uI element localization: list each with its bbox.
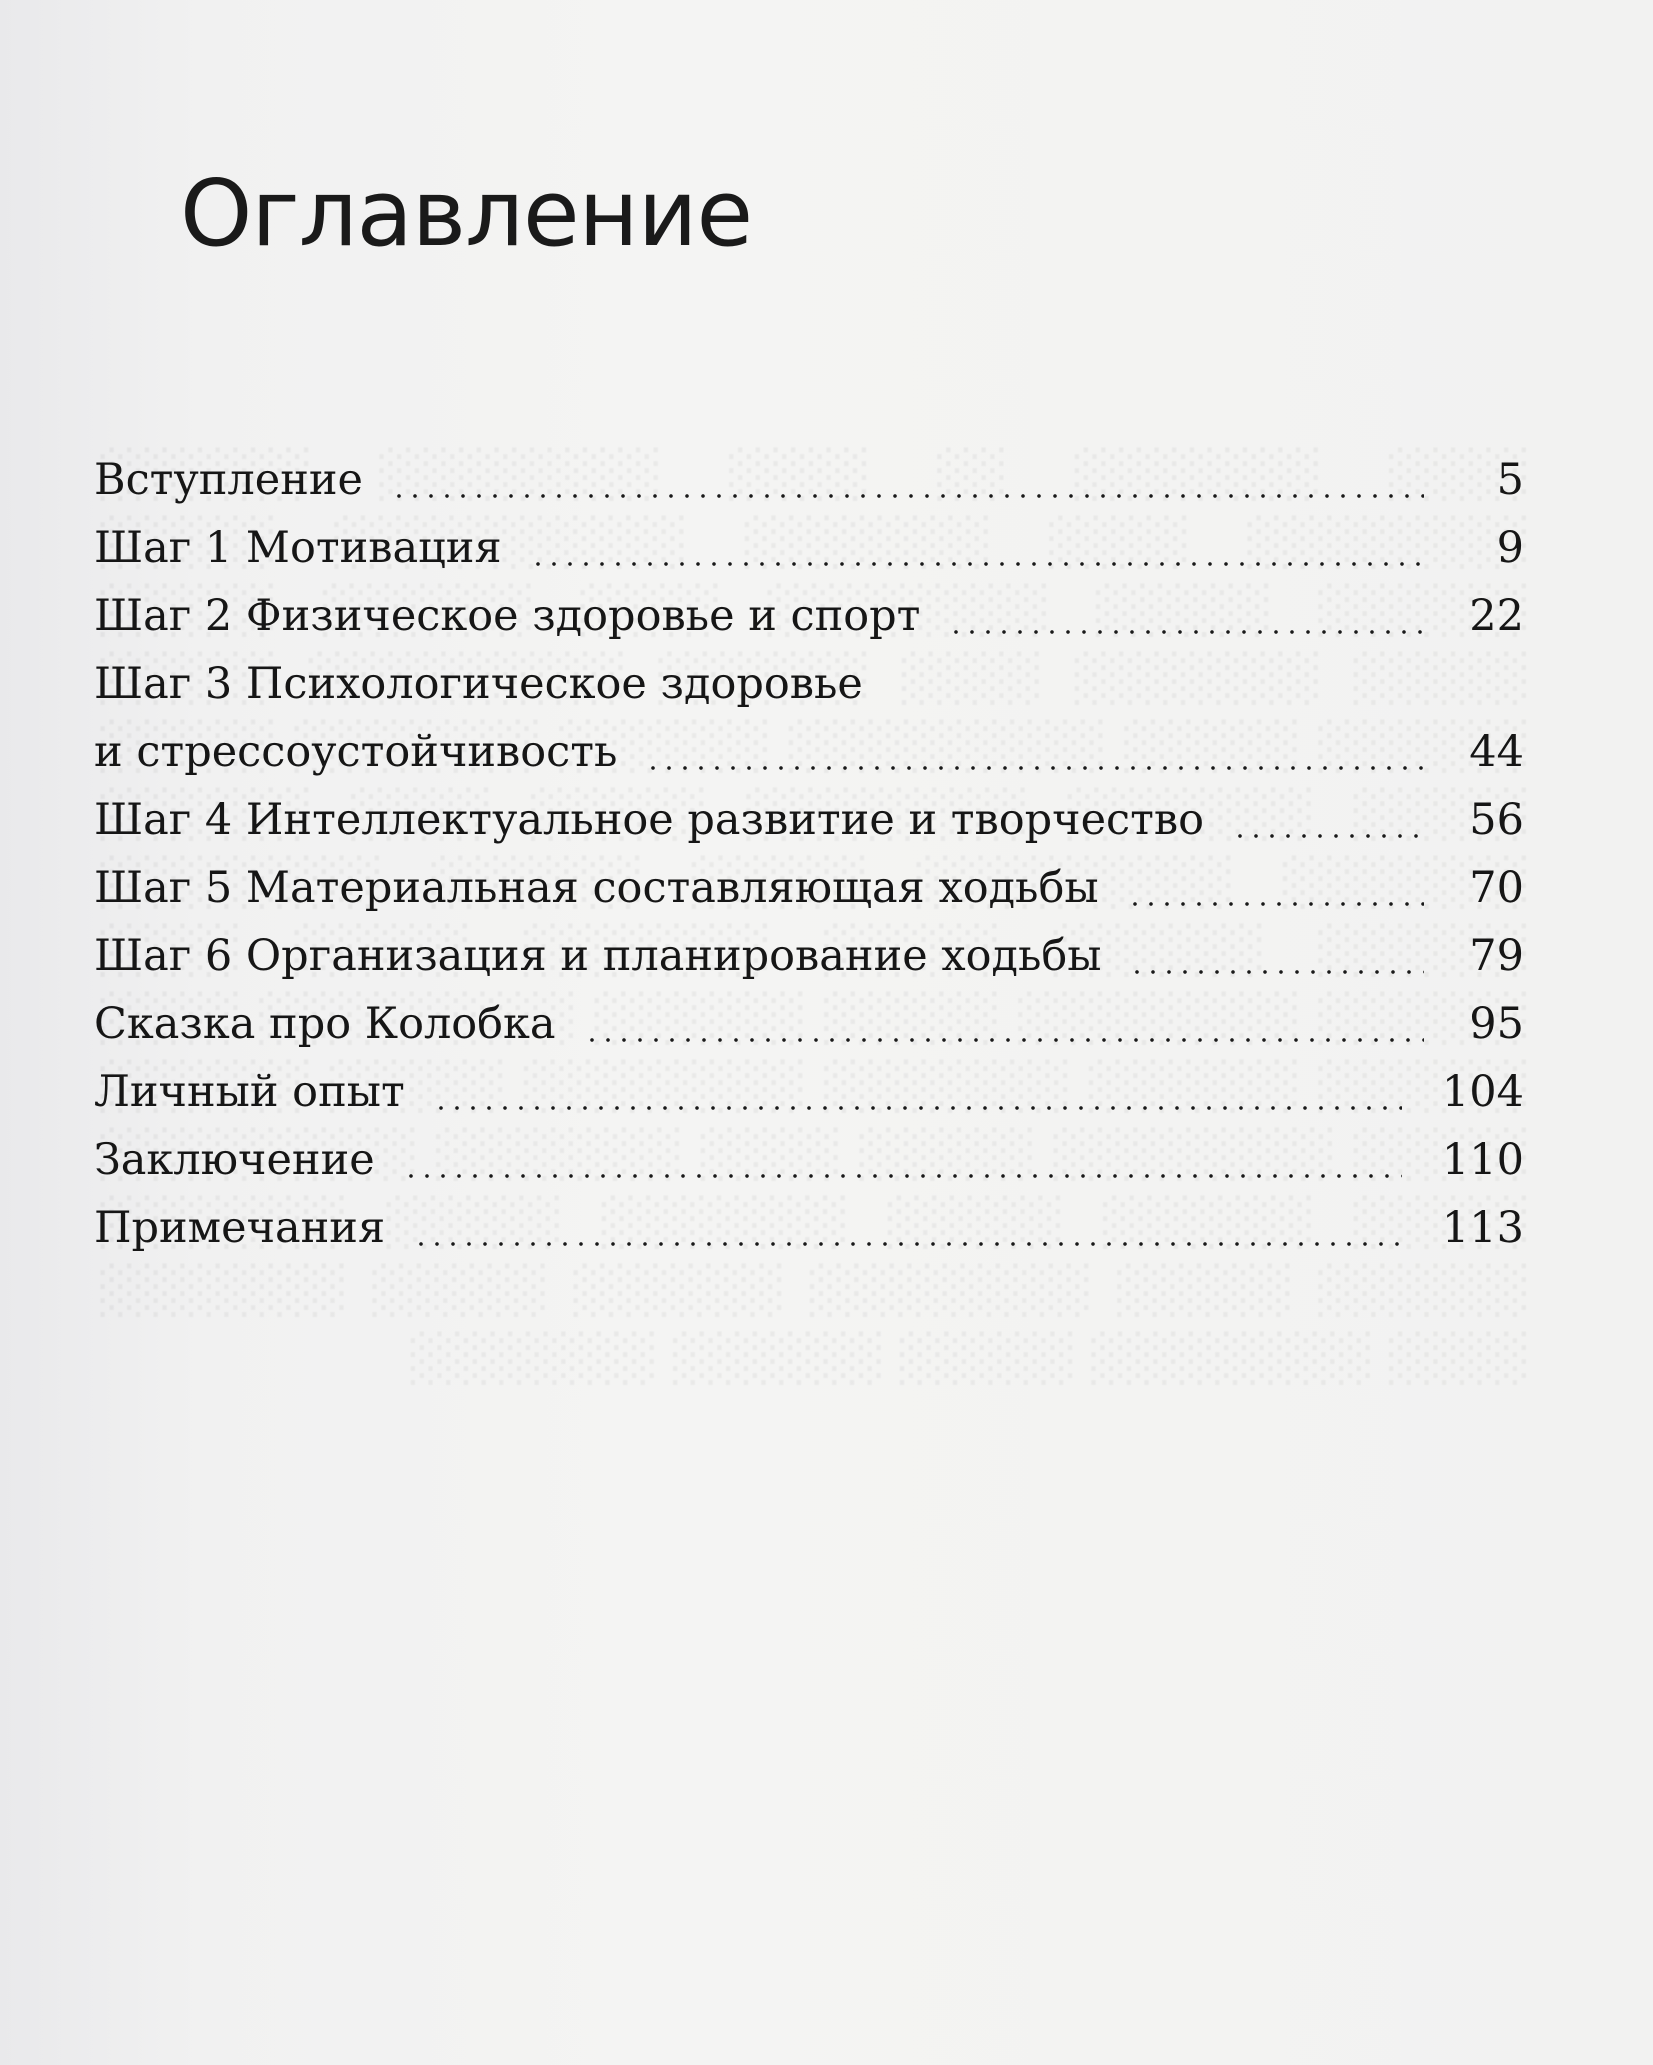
toc-entry-page: 95 [1469,999,1524,1049]
dot-leader [1127,902,1424,906]
toc-entry[interactable] [94,786,1524,854]
toc-entry-title: Сказка про Колобка [94,999,556,1049]
toc-entry-title-line1: Шаг 3 Психологическое здоровье [94,659,863,709]
toc-entry-page: 5 [1496,455,1524,505]
toc-entry[interactable] [94,582,1524,650]
toc-entry-page: 9 [1496,523,1524,573]
toc-entry-title: Заключение [94,1135,375,1185]
dot-leader [1232,834,1424,838]
toc-entry[interactable] [94,1058,1524,1126]
toc-entry[interactable] [94,446,1524,514]
toc-entry-page: 56 [1469,795,1524,845]
dot-leader [433,1106,1402,1110]
dot-leader [413,1242,1402,1246]
toc-entry-title: Шаг 5 Материальная составляющая ходьбы [94,863,1099,913]
dot-leader [1129,970,1424,974]
toc-entry[interactable] [94,650,1524,786]
toc-entry-page: 104 [1441,1067,1524,1117]
toc-entry[interactable] [94,922,1524,990]
toc-entry-page: 113 [1441,1203,1524,1253]
toc-entry-title: Шаг 2 Физическое здоровье и спорт [94,591,921,641]
toc-entry[interactable] [94,990,1524,1058]
toc-entry[interactable] [94,514,1524,582]
toc-entry-page: 22 [1469,591,1524,641]
dot-leader [391,494,1424,498]
dot-leader [645,766,1424,770]
page-title: Оглавление [180,160,753,267]
dot-leader [948,630,1424,634]
dot-leader [530,562,1424,566]
toc-entry-title: Примечания [94,1203,386,1253]
toc-entry[interactable] [94,854,1524,922]
toc-entry-title: Личный опыт [94,1067,405,1117]
dot-leader [584,1038,1424,1042]
toc-entry-title: Шаг 4 Интеллектуальное развитие и творчество [94,795,1205,845]
table-of-contents [94,446,1524,1262]
toc-entry-title: Вступление [94,455,363,505]
toc-entry[interactable] [94,1194,1524,1262]
toc-entry-title: и стрессоустойчивость [94,727,618,777]
toc-entry-title: Шаг 6 Организация и планирование ходьбы [94,931,1102,981]
toc-entry-page: 79 [1469,931,1524,981]
toc-entry-title: Шаг 1 Мотивация [94,523,502,573]
toc-entry-page: 70 [1469,863,1524,913]
toc-entry-page: 110 [1441,1135,1524,1185]
toc-entry-page: 44 [1469,727,1524,777]
dot-leader [403,1174,1402,1178]
toc-entry[interactable] [94,1126,1524,1194]
